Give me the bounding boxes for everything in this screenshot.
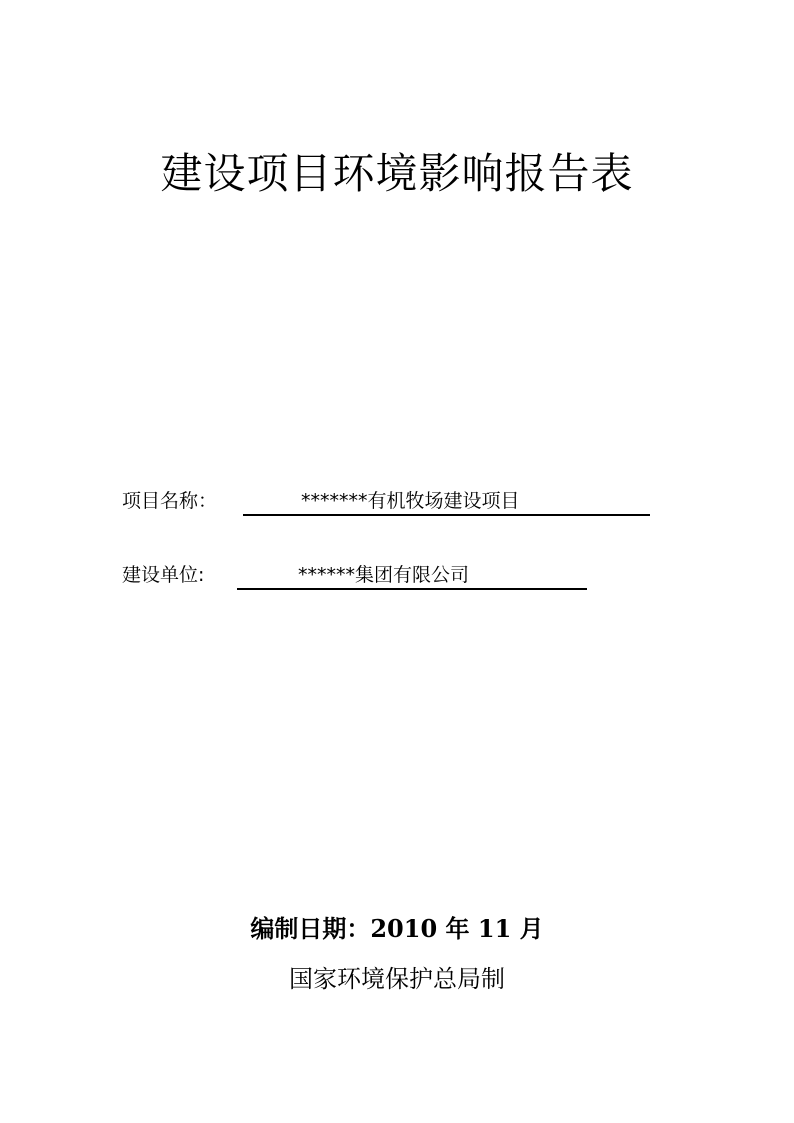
compile-date: 编制日期：2010 年 11 月 [250, 914, 544, 943]
project-name-label: 项目名称： [122, 490, 218, 512]
construction-unit-value: ******集团有限公司 [298, 564, 470, 586]
issuer: 国家环境保护总局制 [289, 965, 505, 993]
report-title: 建设项目环境影响报告表 [160, 149, 634, 198]
project-name-value: *******有机牧场建设项目 [301, 490, 520, 512]
construction-unit-label: 建设单位: [122, 564, 205, 586]
